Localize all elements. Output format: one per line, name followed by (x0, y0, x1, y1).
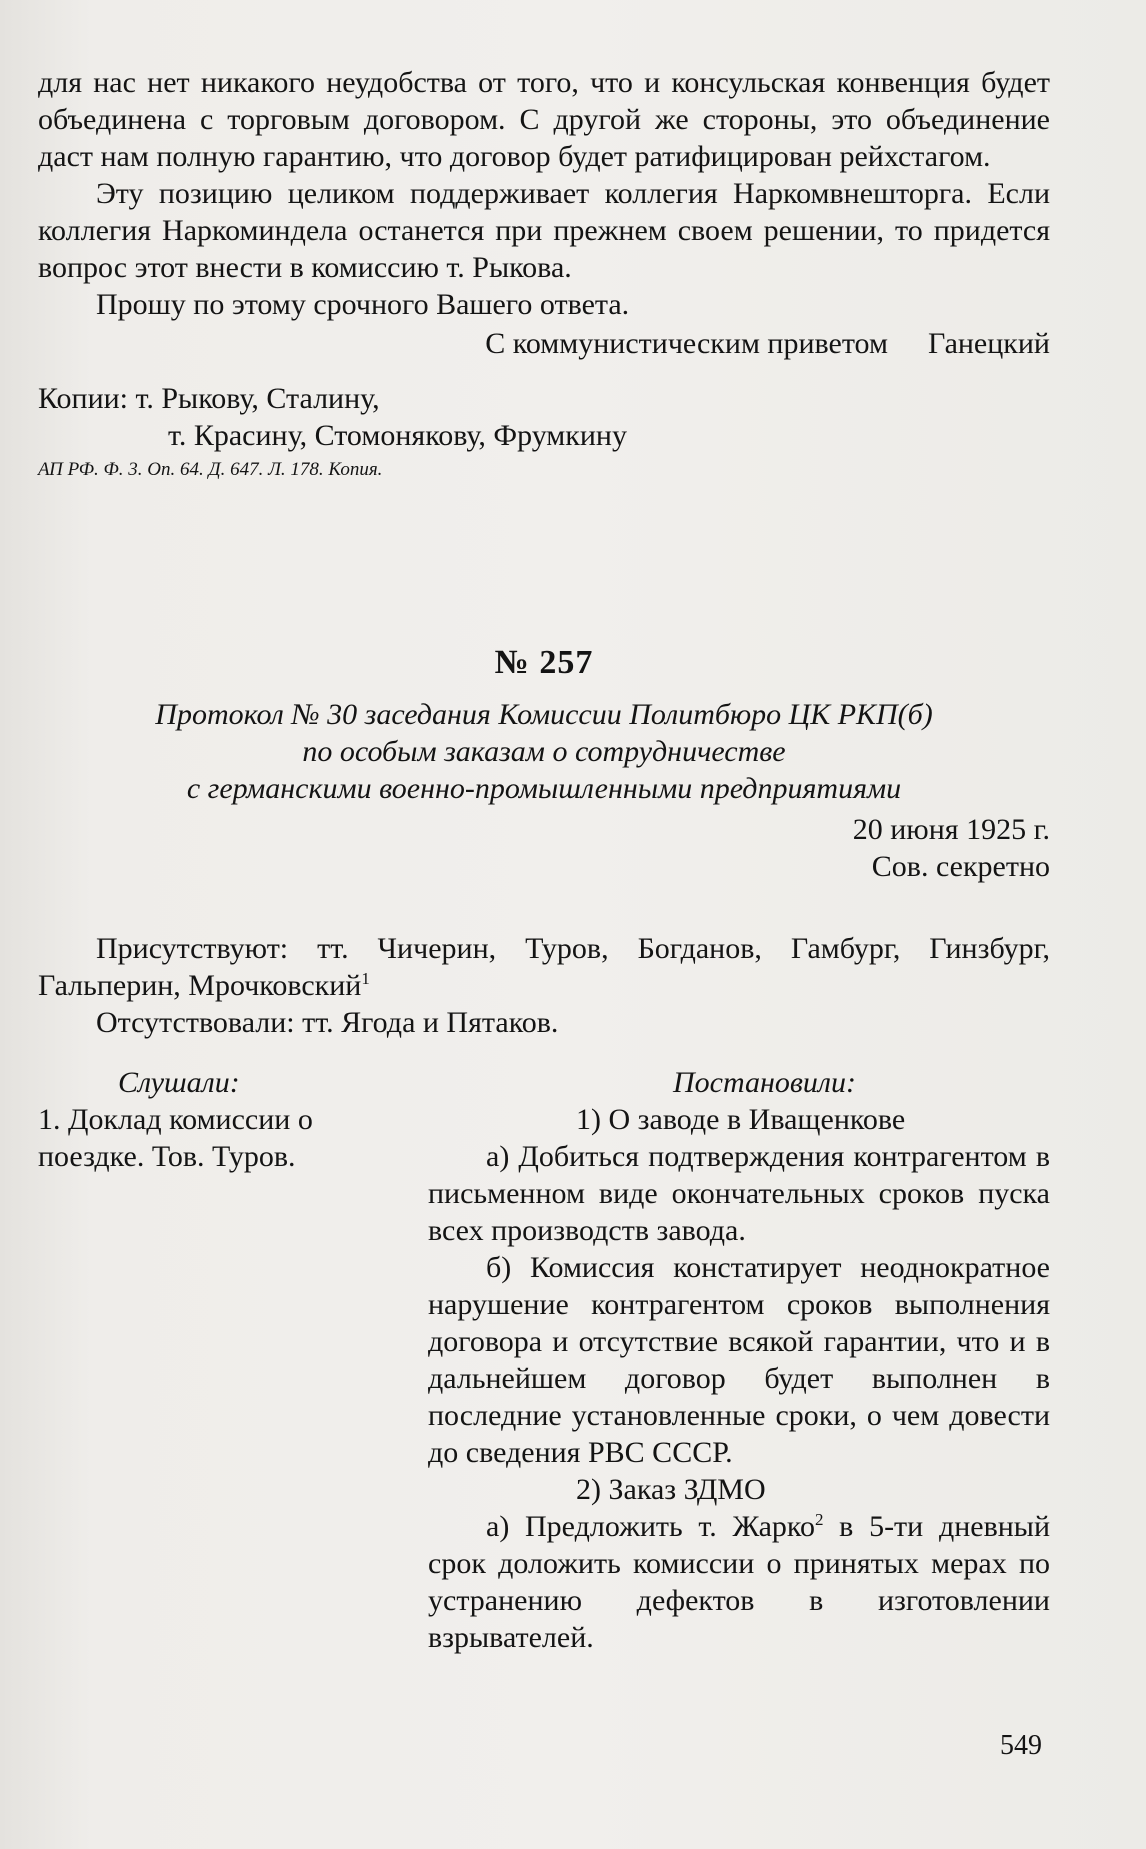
intro-paragraph-3: Прошу по этому срочного Вашего ответа. (96, 288, 630, 321)
intro-paragraph-2: Эту позицию целиком поддерживает коллегия Наркомвнешторга. Если коллегия Наркоминдела останется при прежнем своем решении, то придется вопрос этот внести в комиссию т. Рыкова. (38, 177, 1050, 284)
document-title-line-1: Протокол № 30 заседания Комиссии Политбюро ЦК РКП(б) (155, 698, 933, 731)
attendance-section (38, 930, 1050, 1041)
present-text: Присутствуют: тт. Чичерин, Туров, Богданов, Гамбург, Гинзбург, Гальперин, Мрочковский (38, 932, 1050, 1002)
archive-source: АП РФ. Ф. 3. Оп. 64. Д. 647. Л. 178. Копия. (38, 459, 383, 480)
intro-paragraph-1: для нас нет никакого неудобства от того, что и консульская конвенция будет объединена с торговым договором. С другой же стороны, это объединение даст нам полную гарантию, что договор будет ратифицирован рейхстагом. (38, 66, 1050, 173)
item2-title: 2) Заказ ЗДМО (576, 1473, 766, 1506)
present-line (38, 930, 1050, 1004)
heard-label: Слушали: (118, 1066, 240, 1099)
document-title-line-2: по особым заказам о сотрудничестве (302, 735, 786, 768)
signature-row (38, 325, 1050, 362)
document-number: № 257 (494, 644, 594, 681)
signature: Ганецкий (927, 327, 1050, 360)
footnote-marker-2: 2 (814, 1510, 824, 1529)
document-header (38, 644, 1050, 885)
item1-b: б) Комиссия констатирует неоднократное нарушение контрагентом сроков выполнения договора и отсутствие всякой гарантии, что и в дальнейшем договор будет выполнен в последние установленные сроки, о чем довести до сведения РВС СССР. (428, 1251, 1050, 1469)
item1-a: а) Добиться подтверждения контрагентом в письменном виде окончательных сроков пуска всех производств завода. (428, 1140, 1050, 1247)
item2-a (428, 1508, 1050, 1656)
copies-line-2: т. Красину, Стомонякову, Фрумкину (168, 419, 627, 452)
greeting: С коммунистическим приветом (485, 327, 888, 360)
document-classification: Сов. секретно (871, 850, 1050, 883)
document-date: 20 июня 1925 г. (852, 813, 1050, 846)
copies-line-1: Копии: т. Рыкову, Сталину, (38, 382, 380, 415)
decided-column (428, 1064, 1050, 1656)
intro-section (38, 64, 1050, 482)
heard-item-1: 1. Доклад комиссии о поездке. Тов. Туров. (38, 1103, 313, 1173)
heard-column (38, 1064, 378, 1175)
footnote-marker-1: 1 (361, 969, 370, 988)
item1-title: 1) О заводе в Иващенкове (576, 1103, 906, 1136)
item2-a-end: в 5-ти дневный срок доложить комиссии о принятых мерах по устранению дефектов в изготовлении взрывателей. (428, 1510, 1051, 1654)
document-title-line-3: с германскими военно-промышленными предприятиями (186, 772, 902, 805)
page-number: 549 (1000, 1730, 1042, 1761)
decided-label: Постановили: (673, 1066, 856, 1099)
item2-a-start: а) Предложить т. Жарко (486, 1510, 815, 1543)
absent-line: Отсутствовали: тт. Ягода и Пятаков. (96, 1006, 559, 1039)
